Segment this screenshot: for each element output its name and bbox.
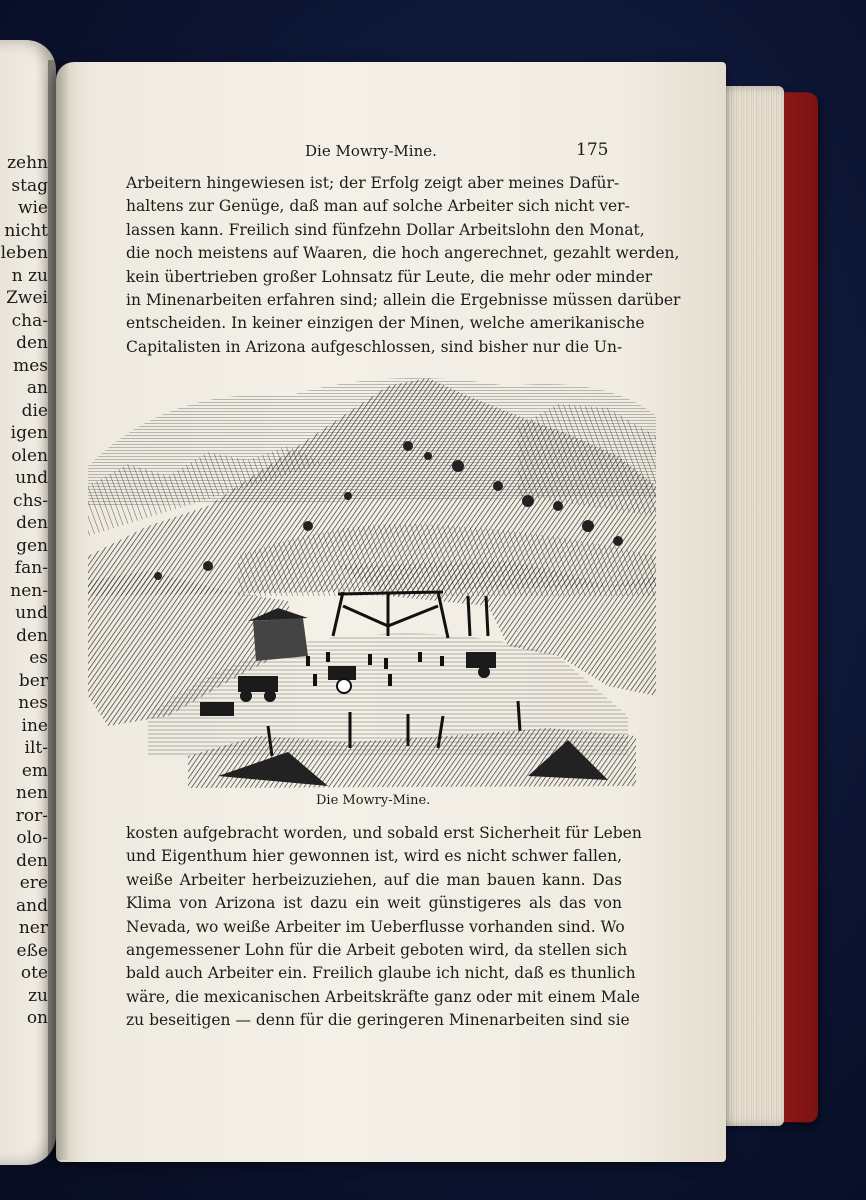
left-page-fragment: nicht — [4, 220, 48, 241]
left-page-fragment: gen — [16, 535, 48, 556]
spine-shadow — [48, 60, 70, 1160]
left-page-fragment: den — [16, 513, 48, 533]
left-page-fragment: eße — [16, 940, 48, 961]
left-page-fragment: on — [26, 1008, 48, 1028]
body-text-bottom — [126, 822, 642, 1033]
left-page-fragment: Zwei — [6, 288, 48, 308]
left-page-fragment: n zu — [11, 265, 48, 286]
left-page-fragment: den — [16, 850, 48, 871]
left-page-fragment: nes — [18, 693, 48, 713]
text-line: weiße Arbeiter herbeizuziehen, auf die man bauen kann. Das — [126, 870, 622, 889]
left-page-fragment: ere — [19, 873, 48, 893]
text-line: in Minenarbeiten erfahren sind; allein die Ergebnisse müssen darüber — [126, 290, 681, 309]
left-page-fragment: es — [29, 648, 48, 668]
left-page-fragment: fan- — [14, 558, 48, 578]
text-line: entscheiden. In keiner einzigen der Minen, welche amerikanische — [126, 314, 645, 333]
left-page-fragment: wie — [17, 198, 48, 218]
text-line: Capitalisten in Arizona aufgeschlossen, sind bisher nur die Un- — [126, 337, 623, 356]
left-page-fragment: olen — [11, 445, 48, 466]
left-page-fragment: nen — [16, 783, 48, 803]
left-page-fragment: mes — [13, 355, 48, 376]
text-line: kein übertrieben großer Lohnsatz für Leute, die mehr oder minder — [126, 267, 653, 286]
left-page-text-fragments — [1, 152, 48, 1030]
left-page-fragment: em — [21, 760, 48, 781]
left-page-fragment: und — [15, 603, 48, 623]
left-page-fragment: den — [16, 333, 48, 353]
left-page-fragment: cha- — [11, 310, 48, 331]
left-page-fragment: die — [21, 400, 48, 421]
left-page-fragment: an — [26, 378, 48, 398]
left-page-fragment: leben — [0, 243, 48, 263]
text-line: lassen kann. Freilich sind fünfzehn Dollar Arbeitslohn den Monat, — [126, 220, 645, 239]
text-line: die noch meistens auf Waaren, die hoch angerechnet, gezahlt werden, — [126, 244, 680, 263]
text-line: haltens zur Genüge, daß man auf solche Arbeiter sich nicht ver- — [126, 197, 630, 216]
left-page-fragment: ilt- — [24, 738, 48, 758]
text-line: und Eigenthum hier gewonnen ist, wird es nicht schwer fallen, — [126, 847, 622, 866]
left-page-fragment: zehn — [7, 153, 48, 173]
text-line: Klima von Arizona ist dazu ein weit günstigeres als das von — [126, 894, 622, 913]
text-line: kosten aufgebracht worden, und sobald erst Sicherheit für Leben — [126, 824, 642, 842]
left-page-fragment: ror- — [15, 805, 48, 826]
figure-caption: Die Mowry-Mine. — [316, 793, 431, 808]
left-page-fragment: and — [16, 895, 48, 916]
running-head — [0, 142, 866, 166]
text-line: zu beseitigen — denn für die geringeren Minenarbeiten sind sie — [126, 1011, 630, 1030]
text-line: bald auch Arbeiter ein. Freilich glaube ich nicht, daß es thunlich — [126, 964, 636, 983]
left-page-fragment: den — [16, 625, 48, 646]
left-page-fragment: igen — [10, 423, 48, 443]
body-text-top — [126, 172, 681, 359]
left-page-fragment: ote — [20, 963, 48, 983]
running-head-title: Die Mowry-Mine. — [305, 142, 437, 160]
left-page-fragment: zu — [28, 985, 48, 1006]
left-page-fragment: ine — [21, 715, 48, 736]
left-page-fragment: olo- — [16, 828, 48, 848]
mine-engraving-illustration — [88, 356, 656, 788]
left-page-fragment: stag — [11, 175, 48, 196]
left-page-fragment: chs- — [13, 490, 48, 511]
left-page-fragment: ber — [18, 670, 48, 691]
text-line: Arbeitern hingewiesen ist; der Erfolg zeigt aber meines Dafür- — [126, 174, 620, 192]
page-number: 175 — [576, 140, 609, 160]
text-line: angemessener Lohn für die Arbeit geboten wird, da stellen sich — [126, 940, 628, 959]
left-page-fragment: ner — [18, 918, 48, 938]
text-line: wäre, die mexicanischen Arbeitskräfte ganz oder mit einem Male — [126, 987, 640, 1006]
text-line: Nevada, wo weiße Arbeiter im Ueberflusse vorhanden sind. Wo — [126, 917, 625, 936]
left-page-fragment: nen- — [10, 580, 48, 601]
left-page-fragment: und — [15, 468, 48, 488]
